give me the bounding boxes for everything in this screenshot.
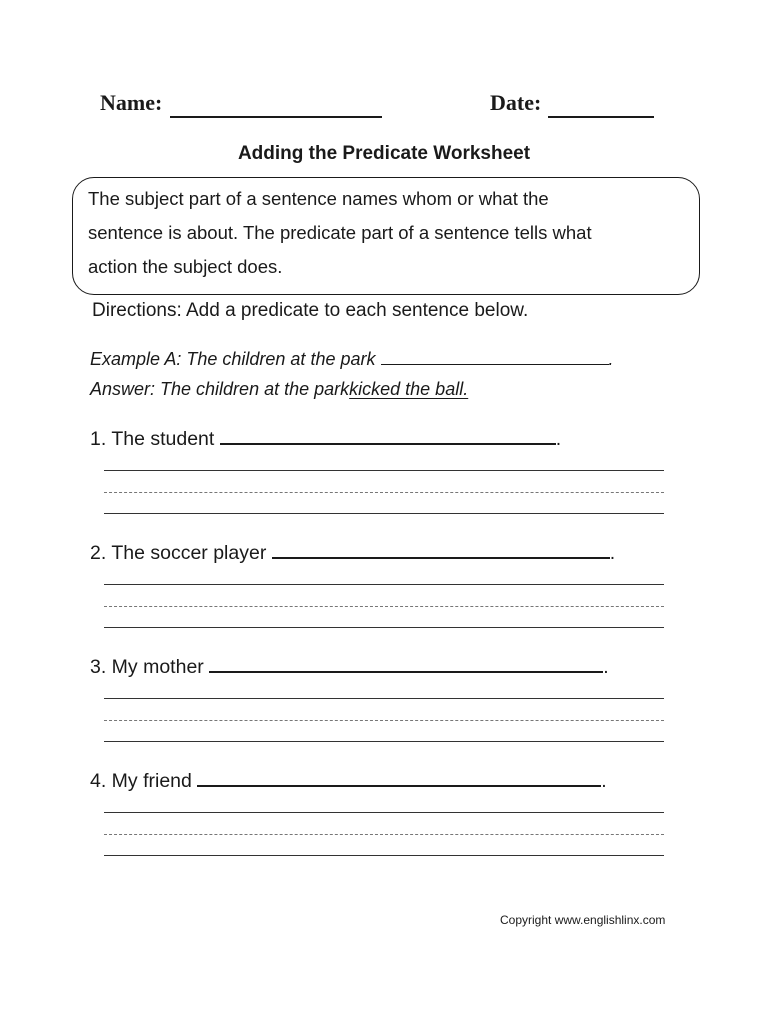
copyright-text: Copyright www.englishlinx.com [500, 913, 666, 927]
question-period: . [601, 770, 607, 792]
question-prompt: 4. My friend [90, 770, 192, 792]
question-prompt: 1. The student [90, 428, 215, 450]
writing-line-mid [104, 492, 664, 493]
definition-line-2: sentence is about. The predicate part of a sentence tells what [88, 222, 592, 243]
question-blank[interactable] [197, 766, 601, 787]
date-label: Date: [490, 90, 542, 115]
question-2 [90, 538, 615, 565]
writing-line-mid [104, 606, 664, 607]
question-1 [90, 424, 561, 451]
name-field[interactable] [170, 116, 382, 118]
example-prompt: Example A: The children at the park [90, 349, 376, 369]
date-field[interactable] [548, 116, 654, 118]
writing-line-top[interactable] [104, 584, 664, 585]
question-prompt: 3. My mother [90, 656, 204, 678]
name-label: Name: [100, 90, 163, 115]
question-3 [90, 652, 609, 679]
writing-line-mid [104, 834, 664, 835]
question-prompt: 2. The soccer player [90, 542, 267, 564]
writing-line-bottom [104, 627, 664, 628]
question-blank[interactable] [209, 652, 603, 673]
question-4 [90, 766, 607, 793]
question-period: . [609, 542, 616, 564]
example-answer [90, 379, 468, 400]
answer-fill: kicked the ball. [349, 379, 469, 399]
example-blank [381, 347, 609, 365]
worksheet-title: Adding the Predicate Worksheet [237, 143, 531, 164]
definition-line-1: The subject part of a sentence names whom or what the [88, 188, 549, 209]
directions-text: Directions: Add a predicate to each sentence below. [92, 300, 529, 321]
example-sentence [90, 347, 614, 370]
writing-line-bottom [104, 513, 664, 514]
answer-prefix: Answer: The children at the park [90, 379, 350, 399]
writing-line-top[interactable] [104, 812, 664, 813]
writing-line-top[interactable] [104, 470, 664, 471]
example-period: . [608, 349, 614, 369]
question-period: . [603, 656, 609, 678]
writing-line-bottom [104, 855, 664, 856]
question-blank[interactable] [272, 538, 610, 559]
question-blank[interactable] [220, 424, 556, 445]
writing-line-top[interactable] [104, 698, 664, 699]
writing-line-bottom [104, 741, 664, 742]
definition-line-3: action the subject does. [88, 256, 283, 277]
writing-line-mid [104, 720, 664, 721]
question-period: . [555, 428, 562, 450]
